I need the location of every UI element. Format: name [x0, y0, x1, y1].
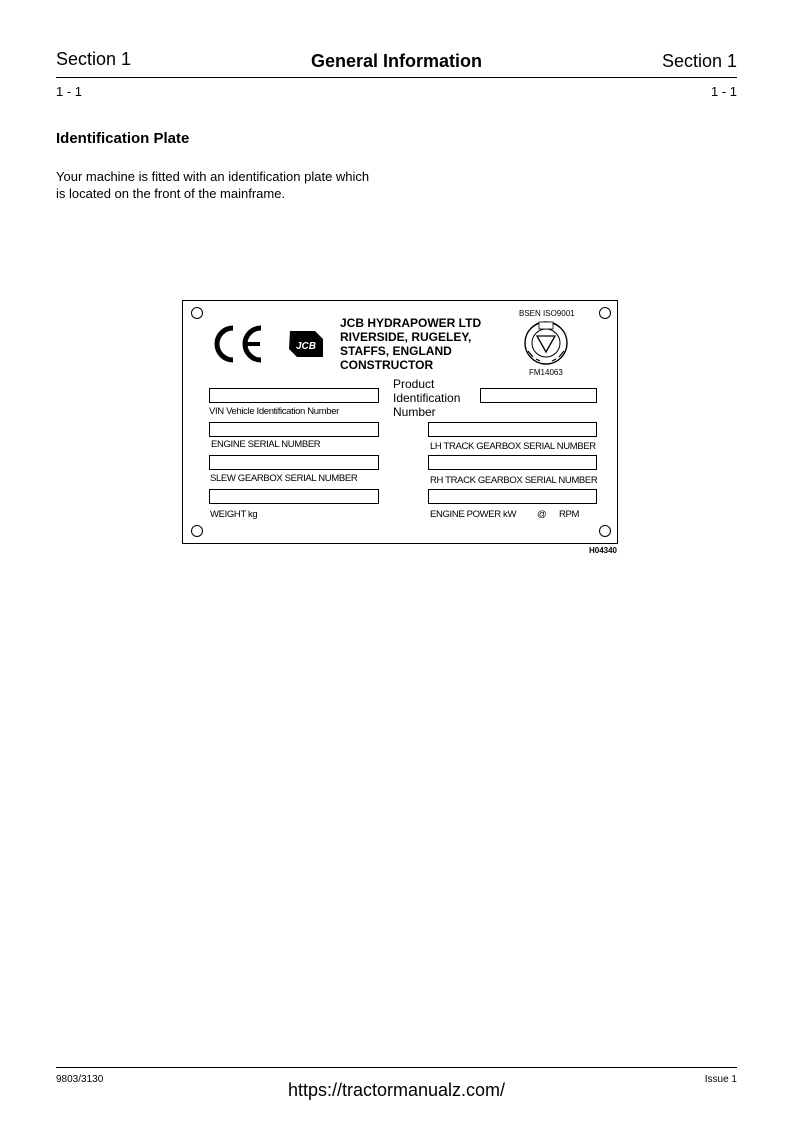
section-heading: Identification Plate	[56, 130, 190, 147]
vin-field-box	[209, 388, 379, 403]
figure-code: H04340	[588, 546, 617, 555]
engine-serial-label: ENGINE SERIAL NUMBER	[211, 439, 321, 450]
header-divider	[56, 77, 737, 78]
document-number: 9803/3130	[56, 1074, 104, 1085]
mounting-hole-icon	[599, 307, 611, 319]
slew-gearbox-field-box	[209, 455, 379, 470]
weight-field-box	[209, 489, 379, 504]
certification-number: FM14063	[529, 368, 563, 377]
source-url-link[interactable]: https://tractormanualz.com/	[287, 1080, 506, 1100]
engine-power-field-box	[428, 489, 597, 504]
company-line: CONSTRUCTOR	[340, 358, 434, 372]
slew-gearbox-label: SLEW GEARBOX SERIAL NUMBER	[210, 473, 358, 484]
pid-line: Identification	[393, 391, 461, 405]
rh-track-label: RH TRACK GEARBOX SERIAL NUMBER	[430, 475, 598, 486]
product-id-field-box	[480, 388, 597, 403]
issue-number: Issue 1	[704, 1074, 737, 1085]
weight-label: WEIGHT kg	[210, 509, 258, 520]
engine-serial-field-box	[209, 422, 379, 437]
section-label-right: Section 1	[661, 51, 737, 71]
product-identification-label	[393, 377, 460, 419]
pid-line: Number	[393, 405, 436, 419]
body-line-1: Your machine is fitted with an identification plate which	[56, 169, 370, 184]
company-address	[340, 316, 481, 372]
body-paragraph	[56, 168, 396, 202]
pid-line: Product	[393, 377, 435, 391]
company-line: STAFFS, ENGLAND	[340, 344, 452, 358]
mounting-hole-icon	[191, 525, 203, 537]
page-number-left: 1 - 1	[56, 84, 83, 99]
jcb-logo-icon	[287, 329, 325, 359]
engine-power-label: ENGINE POWER kW	[430, 509, 517, 520]
mounting-hole-icon	[191, 307, 203, 319]
rh-track-field-box	[428, 455, 597, 470]
rpm-label: RPM	[559, 509, 580, 520]
company-line: RIVERSIDE, RUGELEY,	[340, 330, 472, 344]
page-title: General Information	[310, 51, 483, 71]
identification-plate	[182, 300, 618, 544]
at-symbol: @	[537, 509, 547, 520]
mounting-hole-icon	[599, 525, 611, 537]
company-line: JCB HYDRAPOWER LTD	[340, 316, 482, 330]
vin-label: VIN Vehicle Identification Number	[209, 406, 339, 417]
certification-standard: BSEN ISO9001	[519, 309, 575, 318]
svg-text:JCB: JCB	[295, 341, 317, 352]
page-number-right: 1 - 1	[710, 84, 737, 99]
footer-divider	[56, 1067, 737, 1068]
lh-track-label: LH TRACK GEARBOX SERIAL NUMBER	[430, 441, 596, 452]
body-line-2: is located on the front of the mainframe.	[56, 186, 286, 201]
lh-track-field-box	[428, 422, 597, 437]
bsi-registered-firm-icon	[521, 319, 571, 367]
section-label-left: Section 1	[56, 49, 132, 69]
ce-mark-icon	[209, 323, 269, 365]
